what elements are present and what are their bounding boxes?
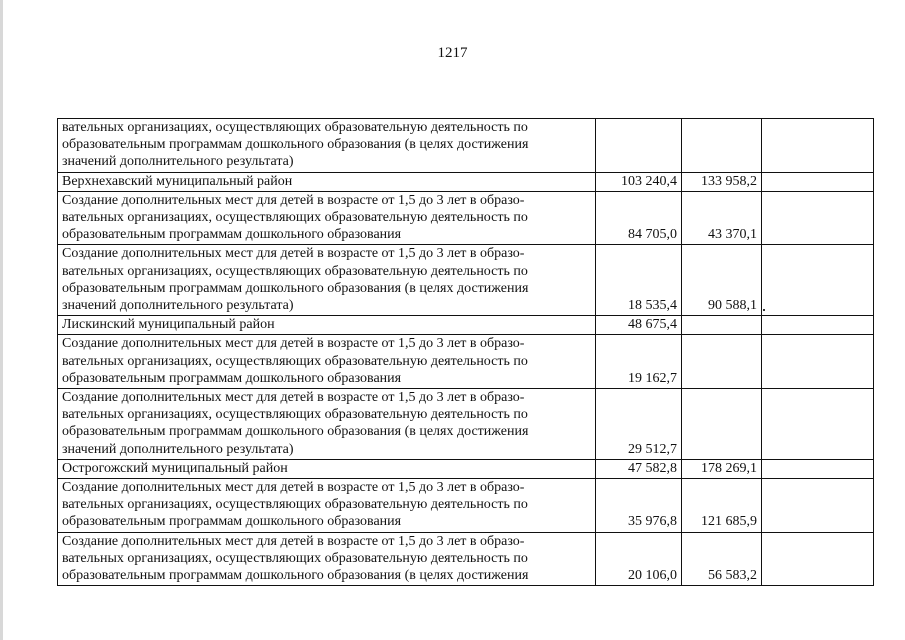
description-line: образовательным программам дошкольного образования bbox=[62, 227, 402, 243]
description-line: Создание дополнительных мест для детей в возрасте от 1,5 до 3 лет в образо- bbox=[62, 533, 525, 549]
amount-cell-col2 bbox=[682, 316, 762, 335]
amount-cell-col1: 48 675,4 bbox=[596, 316, 682, 335]
amount-cell-col3 bbox=[762, 191, 874, 245]
description-line: образовательным программам дошкольного образования bbox=[62, 370, 402, 386]
description-line: значений дополнительного результата) bbox=[62, 441, 294, 457]
amount-cell-col3 bbox=[762, 172, 874, 191]
budget-table bbox=[57, 118, 874, 586]
amount-cell-col3 bbox=[762, 459, 874, 478]
description-line: вательных организациях, осуществляющих образовательную деятельность по bbox=[62, 407, 528, 423]
table-row bbox=[58, 389, 874, 460]
description-line: Создание дополнительных мест для детей в возрасте от 1,5 до 3 лет в образо- bbox=[62, 246, 525, 262]
amount-cell-col3 bbox=[762, 479, 874, 533]
table-row bbox=[58, 335, 874, 389]
description-line: вательных организациях, осуществляющих образовательную деятельность по bbox=[62, 210, 528, 226]
scan-speck bbox=[763, 309, 765, 311]
description-cell bbox=[58, 119, 596, 173]
amount-cell-col2: 43 370,1 bbox=[682, 191, 762, 245]
amount-cell-col2 bbox=[682, 335, 762, 389]
description-cell bbox=[58, 245, 596, 316]
table-row bbox=[58, 479, 874, 533]
amount-cell-col1 bbox=[596, 119, 682, 173]
amount-cell-col1: 18 535,4 bbox=[596, 245, 682, 316]
description-line: вательных организациях, осуществляющих образовательную деятельность по bbox=[62, 550, 528, 566]
description-line: вательных организациях, осуществляющих образовательную деятельность по bbox=[62, 120, 528, 135]
district-row bbox=[58, 316, 874, 335]
description-line: образовательным программам дошкольного образования bbox=[62, 514, 402, 530]
budget-table-body bbox=[58, 119, 874, 586]
description-line: образовательным программам дошкольного образования (в целях достижения bbox=[62, 568, 529, 584]
table-row bbox=[58, 191, 874, 245]
description-line: образовательным программам дошкольного образования (в целях достижения bbox=[62, 137, 529, 153]
amount-cell-col1: 29 512,7 bbox=[596, 389, 682, 460]
description-line: значений дополнительного результата) bbox=[62, 154, 294, 170]
amount-cell-col2 bbox=[682, 119, 762, 173]
description-line: Верхнехавский муниципальный район bbox=[62, 173, 293, 189]
description-line: вательных организациях, осуществляющих образовательную деятельность по bbox=[62, 353, 528, 369]
amount-cell-col2: 133 958,2 bbox=[682, 172, 762, 191]
district-row bbox=[58, 459, 874, 478]
amount-cell-col3 bbox=[762, 316, 874, 335]
amount-cell-col3 bbox=[762, 119, 874, 173]
description-line: Острогожский муниципальный район bbox=[62, 460, 288, 476]
description-cell bbox=[58, 479, 596, 533]
amount-cell-col1: 84 705,0 bbox=[596, 191, 682, 245]
description-line: Создание дополнительных мест для детей в возрасте от 1,5 до 3 лет в образо- bbox=[62, 192, 525, 208]
table-row bbox=[58, 119, 874, 173]
amount-cell-col1: 103 240,4 bbox=[596, 172, 682, 191]
amount-cell-col1: 19 162,7 bbox=[596, 335, 682, 389]
description-line: Создание дополнительных мест для детей в возрасте от 1,5 до 3 лет в образо- bbox=[62, 480, 525, 496]
district-name-cell bbox=[58, 316, 596, 335]
description-line: образовательным программам дошкольного образования (в целях достижения bbox=[62, 424, 529, 440]
district-name-cell bbox=[58, 459, 596, 478]
amount-cell-col2: 90 588,1 bbox=[682, 245, 762, 316]
amount-cell-col3 bbox=[762, 335, 874, 389]
amount-cell-col2: 121 685,9 bbox=[682, 479, 762, 533]
description-line: образовательным программам дошкольного образования (в целях достижения bbox=[62, 280, 529, 296]
amount-cell-col1: 47 582,8 bbox=[596, 459, 682, 478]
description-cell bbox=[58, 191, 596, 245]
amount-cell-col2: 178 269,1 bbox=[682, 459, 762, 478]
table-row bbox=[58, 245, 874, 316]
page-edge-shadow bbox=[0, 0, 3, 640]
district-name-cell bbox=[58, 172, 596, 191]
description-line: вательных организациях, осуществляющих образовательную деятельность по bbox=[62, 497, 528, 513]
amount-cell-col3 bbox=[762, 389, 874, 460]
description-line: значений дополнительного результата) bbox=[62, 298, 294, 314]
description-line: Создание дополнительных мест для детей в возрасте от 1,5 до 3 лет в образо- bbox=[62, 390, 525, 406]
description-line: Лискинский муниципальный район bbox=[62, 317, 275, 333]
description-line: вательных организациях, осуществляющих образовательную деятельность по bbox=[62, 263, 528, 279]
amount-cell-col2: 56 583,2 bbox=[682, 532, 762, 586]
page-number: 1217 bbox=[437, 45, 468, 61]
district-row bbox=[58, 172, 874, 191]
description-cell bbox=[58, 335, 596, 389]
amount-cell-col1: 35 976,8 bbox=[596, 479, 682, 533]
description-cell bbox=[58, 532, 596, 586]
table-row bbox=[58, 532, 874, 586]
amount-cell-col1: 20 106,0 bbox=[596, 532, 682, 586]
description-line: Создание дополнительных мест для детей в возрасте от 1,5 до 3 лет в образо- bbox=[62, 336, 525, 352]
amount-cell-col2 bbox=[682, 389, 762, 460]
description-cell bbox=[58, 389, 596, 460]
amount-cell-col3 bbox=[762, 245, 874, 316]
amount-cell-col3 bbox=[762, 532, 874, 586]
